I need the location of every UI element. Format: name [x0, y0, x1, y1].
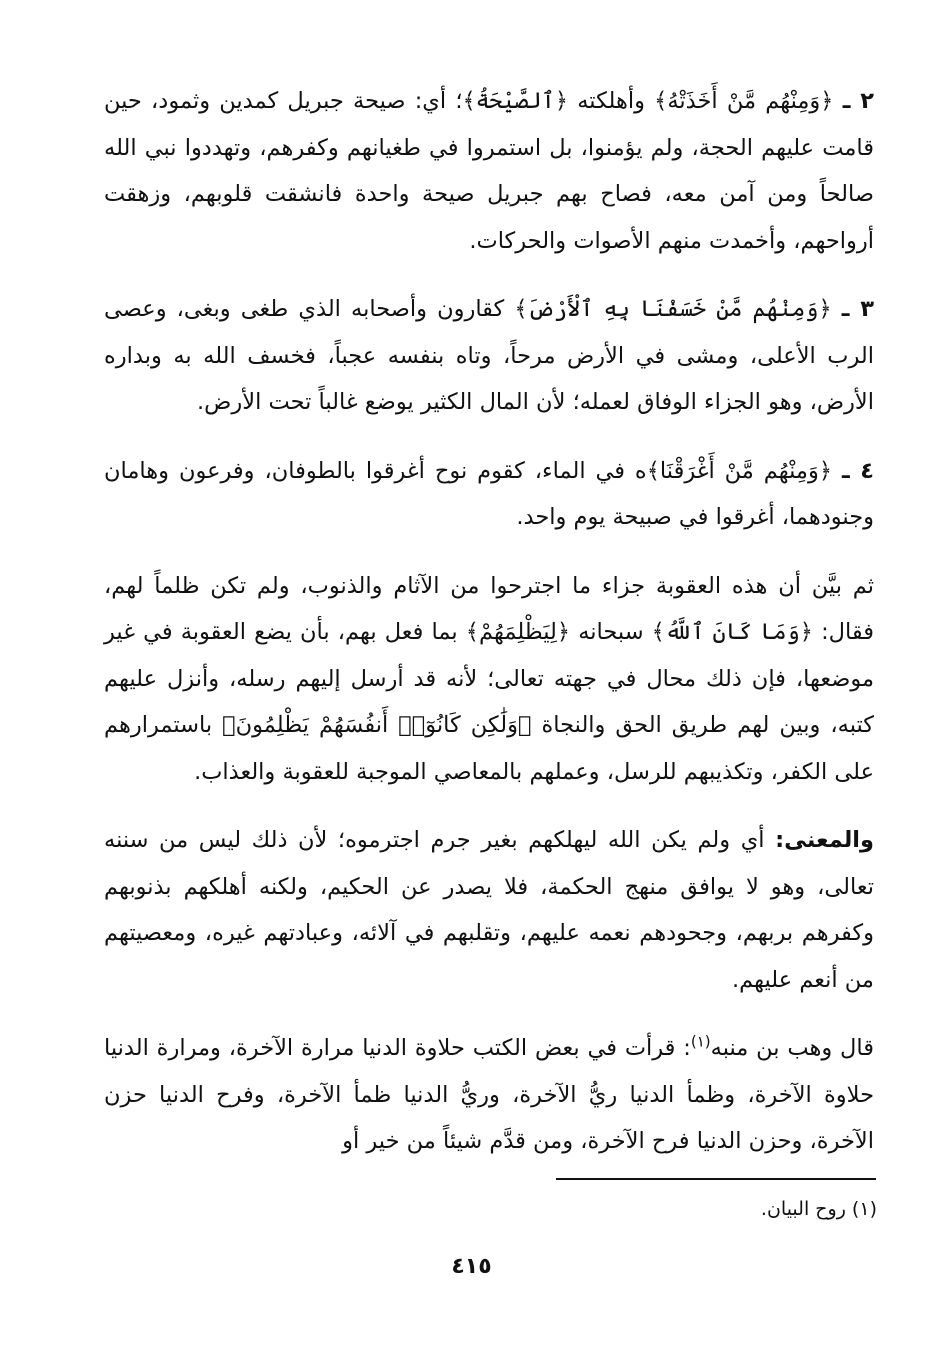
text-segment: أي ولم يكن الله ليهلكهم بغير جرم اجترموه؛ لأن ذلك ليس من سننه تعالى، وهو لا يوافق منهج الحكمة، فلا يصدر عن الحكيم، ولكنه أهلكهم بذنوبهم وكفرهم بربهم، وجحودهم نعمه عليهم، وتقلبهم في آلائه، وعبادتهم غيره، ومعصيتهم من أنعم عليهم.	[104, 827, 874, 993]
text-segment	[832, 458, 842, 484]
text-segment: سبحانه	[570, 619, 652, 645]
quran-quote: ﴿وَلَٰكِن كَانُوٓا۟ أَنفُسَهُمْ يَظْلِمُونَ﴾	[222, 712, 532, 738]
quran-quote: ﴿وَمِنْهُم مَّنْ أَخَذَتْهُ﴾	[654, 88, 834, 114]
paragraph-item-2	[104, 78, 874, 264]
paragraph-item-4	[104, 448, 874, 541]
text-segment: وأهلكته	[568, 88, 655, 114]
text-segment	[832, 296, 842, 322]
text-segment: ؛ أي: صيحة جبريل كمدين وثمود، حين قامت عليهم الحجة، ولم يؤمنوا، بل استمروا في طغيانهم وكفرهم، وتهددوا نبي الله صالحاً ومن آمن معه، فصاح بهم جبريل صيحة واحدة فانشقت قلوبهم، وزهقت أرواحهم، وأخمدت منهم الأصوات والحركات.	[104, 88, 874, 254]
text-segment: بما فعل بهم، بأن يضع العقوبة في غير موضعها، فإن ذلك محال في جهته تعالى؛ لأنه قد أرسل إليهم رسله، وأنزل عليهم كتبه، وبين لهم طريق الحق والنجاة	[104, 619, 875, 738]
quran-quote: ﴿لِيَظْلِمَهُمْ﴾	[465, 619, 571, 645]
quran-quote: ﴿وَمَا كَانَ ٱللَّهُ﴾	[651, 619, 813, 645]
footnote: (١) روح البيان.	[760, 1198, 877, 1220]
bold-term: والمعنى:	[775, 827, 874, 853]
paragraph-wahb-quote	[104, 1025, 874, 1165]
quran-quote: ﴿وَمِنْهُم مَّنْ خَسَفْنَا بِهِ ٱلْأَرْضَ﴾	[514, 296, 832, 322]
paragraph-meaning	[104, 817, 874, 1003]
quran-quote: ﴿وَمِنْهُم مَّنْ أَغْرَقْنَا﴾	[646, 457, 833, 484]
item-number: ٤ ـ	[841, 457, 875, 484]
paragraph-item-3	[104, 286, 874, 426]
item-number: ٢ ـ	[842, 88, 875, 114]
footnote-divider	[556, 1178, 876, 1180]
main-text	[104, 78, 874, 1187]
text-segment: ثم بيَّن أن هذه العقوبة جزاء ما اجترحوا من الآثام والذنوب، ولم تكن ظلماً لهم، فقال:	[104, 572, 874, 645]
page-number: ٤١٥	[451, 1254, 492, 1279]
paragraph-explanation	[104, 563, 874, 796]
text-segment: باستمرارهم على الكفر، وتكذيبهم للرسل، وعملهم بالمعاصي الموجبة للعقوبة والعذاب.	[104, 712, 874, 785]
text-segment: : قرأت في بعض الكتب حلاوة الدنيا مرارة الآخرة، ومرارة الدنيا حلاوة الآخرة، وظمأ الدنيا ريُّ الآخرة، وريُّ الدنيا ظمأ الآخرة، وفرح الدنيا حزن الآخرة، وحزن الدنيا فرح الآخرة، ومن قدَّم شيئاً من خير أو	[104, 1035, 874, 1154]
quran-quote: ﴿ٱلصَّيْحَةُ﴾	[462, 88, 569, 114]
text-segment: قال وهب بن منبه	[710, 1035, 874, 1061]
footnote-marker: (١)	[690, 1032, 711, 1051]
text-segment	[833, 88, 842, 114]
item-number: ٣ ـ	[841, 296, 874, 322]
text-segment: ه في الماء، كقوم نوح أغرقوا بالطوفان، وفرعون وهامان وجنودهما، أغرقوا في صبيحة يوم واحد.	[104, 457, 874, 530]
text-segment: كقارون وأصحابه الذي طغى وبغى، وعصى الرب الأعلى، ومشى في الأرض مرحاً، وتاه بنفسه عجباً، فخسف الله به وبداره الأرض، وهو الجزاء الوفاق لعمله؛ لأن المال الكثير يوضع غالباً تحت الأرض.	[104, 296, 874, 415]
